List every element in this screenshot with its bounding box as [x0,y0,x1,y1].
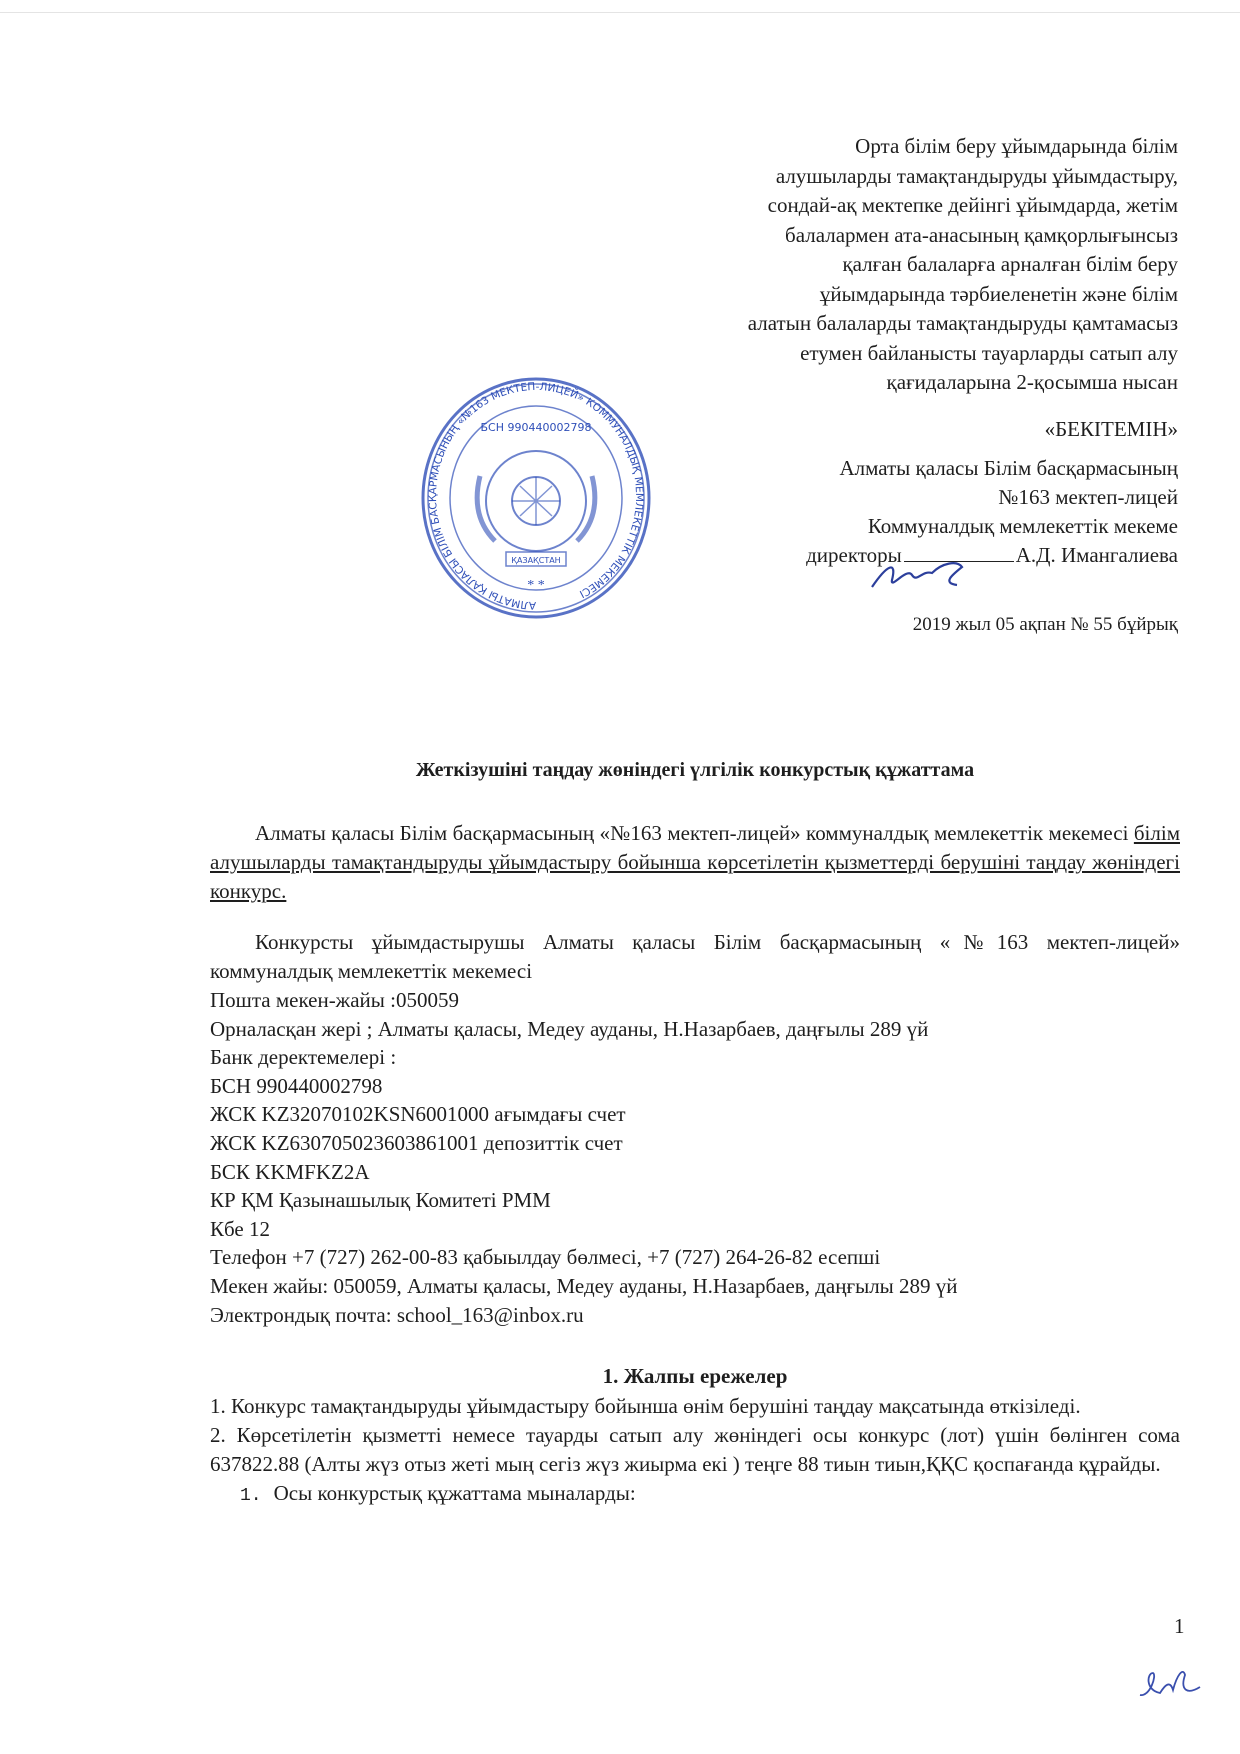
detail-line: Телефон +7 (727) 262-00-83 қабыылдау бөлмесі, +7 (727) 264-26-82 есепші [210,1245,881,1270]
detail-line: БСН 990440002798 [210,1073,383,1098]
appendix-note [618,132,1178,398]
signature [862,555,972,595]
appendix-line: Орта білім беру ұйымдарында білім [855,134,1178,158]
detail-line: КР ҚМ Қазынашылық Комитеті РММ [210,1188,551,1213]
director-label: директоры [806,543,902,567]
appendix-line: балалармен ата-анасының қамқорлығынсыз [785,222,1178,247]
detail-line: Электрондық почта: school_163@inbox.ru [210,1302,584,1327]
stamp-outer-text: АЛМАТЫ ҚАЛАСЫ БІЛІМ БАСҚАРМАСЫНЫҢ «№163 МЕКТЕП-ЛИЦЕЙ» КОММУНАЛДЫҚ МЕМЛЕКЕТТІК МЕКЕМЕСІ [426,380,646,612]
initials-signature [1135,1665,1205,1705]
appendix-line: алатын балаларды тамақтандыруды қамтамасыз [747,311,1178,335]
detail-line: ЖСК KZ630705023603861001 депозиттік счет [210,1130,623,1155]
approval-heading: «БЕКІТЕМІН» [1044,417,1178,441]
approval-line: №163 мектеп-лицей [998,485,1178,509]
page-number: 1 [1174,1614,1185,1638]
appendix-line: сондай-ақ мектепке дейінгі ұйымдарда, жетім [767,193,1178,217]
section-heading: 1. Жалпы ережелер [602,1364,788,1389]
approval-line: Коммуналдық мемлекеттік мекеме [867,514,1178,538]
organizer-details [210,986,1180,1329]
svg-text:* *: * * [527,578,545,593]
appendix-line: ұйымдарында тәрбиеленетін және білім [819,281,1178,306]
detail-line: БСК KKMFKZ2A [210,1159,370,1184]
document-body [210,758,1180,1511]
detail-line: Кбе 12 [210,1216,270,1241]
approval-block [618,415,1178,570]
intro-text: Алматы қаласы Білім басқармасының «№163 мектеп-лицей» коммуналдық мемлекеттік мекемесі [255,821,1134,845]
intro-underlined-text: білім алушыларды тамақтандыруды ұйымдастыру бойынша көрсетілетін қызметтерді берушіні таңдау жөніндегі конкурс. [210,821,1180,903]
appendix-line: қалған балаларға арналған білім беру [842,252,1178,276]
approval-line: Алматы қаласы Білім басқармасының [839,456,1178,480]
stamp-bin: БСН 990440002798 [480,421,592,434]
intro-paragraph [210,819,1180,906]
clause-2: 2. Көрсетілетін қызметті немесе тауарды сатып алу жөніндегі осы конкурс (лот) үшін бөлінген сома 637822.88 (Алты жүз отыз жеті мың сегіз жүз жиырма екі ) теңге 88 тиын тиын,ҚҚС қоспағанда құрайды. [210,1423,1180,1477]
clause-1: 1. Конкурс тамақтандыруды ұйымдастыру бойынша өнім берушіні таңдау мақсатында өткізіледі. [210,1394,1081,1419]
stamp-emblem-text: ҚАЗАҚСТАН [511,556,561,565]
organizer-paragraph: Конкурсты ұйымдастырушы Алматы қаласы Білім басқармасының «№163 мектеп-лицей» коммуналдық мемлекеттік мекемесі [210,930,1180,983]
appendix-line: алушыларды тамақтандыруды ұйымдастыру, [775,163,1178,188]
appendix-line: қағидаларына 2-қосымша нысан [886,370,1178,394]
detail-line: Банк деректемелері : [210,1045,397,1070]
detail-line: Орналасқан жері ; Алматы қаласы, Медеу ауданы, Н.Назарбаев, даңғылы 289 үй [210,1016,929,1041]
document-title: Жеткізушіні таңдау жөніндегі үлгілік конкурстық құжаттама [415,759,975,781]
clause-number: 1. [240,1486,262,1507]
signatory-name: А.Д. Имангалиева [1015,543,1178,567]
appendix-line: етумен байланысты тауарларды сатып алу [800,340,1178,365]
clause-3 [210,1479,1180,1511]
detail-line: Пошта мекен-жайы :050059 [210,988,459,1012]
detail-line: ЖСК KZ32070102KSN6001000 ағымдағы счет [210,1102,626,1127]
scan-edge [0,12,1240,13]
detail-line: Мекен жайы: 050059, Алматы қаласы, Медеу ауданы, Н.Назарбаев, даңғылы 289 үй [210,1273,958,1298]
order-reference: 2019 жыл 05 ақпан № 55 бұйрық [912,614,1178,635]
clause-text: Осы конкурстық құжаттама мыналарды: [273,1481,636,1506]
